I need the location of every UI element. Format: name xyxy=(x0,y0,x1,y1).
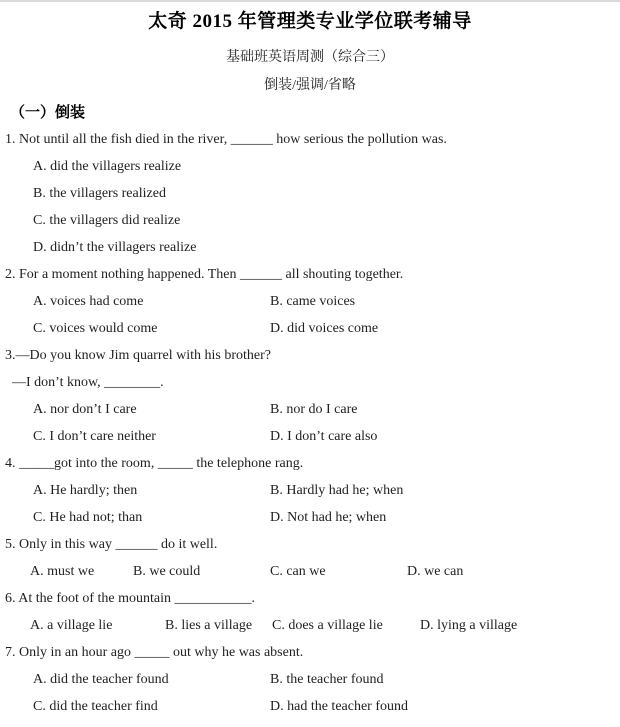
answer-option: C. voices would come xyxy=(33,321,158,336)
answer-option: B. lies a village xyxy=(165,618,253,633)
question-options xyxy=(0,666,620,720)
questions xyxy=(0,126,620,720)
question-stem: 7. Only in an hour ago _____ out why he was absent. xyxy=(5,645,304,660)
answer-option: D. I don’t care also xyxy=(270,429,378,444)
question-options xyxy=(0,477,620,531)
answer-option: A. voices had come xyxy=(33,294,144,309)
answer-option: D. had the teacher found xyxy=(270,699,408,714)
question-options xyxy=(0,153,620,261)
question-q3 xyxy=(0,342,620,450)
answer-option: B. came voices xyxy=(270,294,356,309)
document-subtitle: 基础班英语周测（综合三） xyxy=(226,50,394,65)
question-q2 xyxy=(0,261,620,342)
question-stem: 1. Not until all the fish died in the river, ______ how serious the pollution was. xyxy=(5,132,447,147)
question-q5 xyxy=(0,531,620,585)
question-stem: 2. For a moment nothing happened. Then ______ all shouting together. xyxy=(5,267,404,282)
answer-option: A. He hardly; then xyxy=(33,483,138,498)
answer-option: C. does a village lie xyxy=(272,618,383,633)
document-topic: 倒装/强调/省略 xyxy=(264,78,356,93)
question-options xyxy=(0,396,620,450)
question-q4 xyxy=(0,450,620,531)
question-options xyxy=(0,612,620,639)
document-title: 太奇 2015 年管理类专业学位联考辅导 xyxy=(148,11,472,32)
section-heading: （一）倒装 xyxy=(10,105,86,121)
question-q6 xyxy=(0,585,620,639)
answer-option: B. we could xyxy=(133,564,201,579)
answer-option: D. didn’t the villagers realize xyxy=(33,240,197,255)
answer-option: B. Hardly had he; when xyxy=(270,483,404,498)
answer-option: A. a village lie xyxy=(30,618,113,633)
answer-option: A. did the villagers realize xyxy=(33,159,182,174)
question-options xyxy=(0,558,620,585)
answer-option: B. nor do I care xyxy=(270,402,358,417)
question-stem: 3.—Do you know Jim quarrel with his brother? xyxy=(5,348,271,363)
answer-option: D. lying a village xyxy=(420,618,518,633)
answer-option: B. the villagers realized xyxy=(33,186,166,201)
answer-option: C. can we xyxy=(270,564,326,579)
question-stem: 5. Only in this way ______ do it well. xyxy=(5,537,218,552)
answer-option: A. did the teacher found xyxy=(33,672,169,687)
answer-option: C. the villagers did realize xyxy=(33,213,181,228)
answer-option: A. must we xyxy=(30,564,95,579)
answer-option: C. I don’t care neither xyxy=(33,429,156,444)
question-stem: —I don’t know, ________. xyxy=(12,375,164,390)
answer-option: D. did voices come xyxy=(270,321,379,336)
question-q1 xyxy=(0,126,620,261)
answer-option: B. the teacher found xyxy=(270,672,384,687)
question-options xyxy=(0,288,620,342)
answer-option: D. we can xyxy=(407,564,464,579)
question-stem: 6. At the foot of the mountain ___________. xyxy=(5,591,256,606)
answer-option: D. Not had he; when xyxy=(270,510,387,525)
answer-option: C. He had not; than xyxy=(33,510,143,525)
answer-option: C. did the teacher find xyxy=(33,699,158,714)
question-stem: 4. _____got into the room, _____ the telephone rang. xyxy=(5,456,304,471)
answer-option: A. nor don’t I care xyxy=(33,402,137,417)
question-q7 xyxy=(0,639,620,720)
